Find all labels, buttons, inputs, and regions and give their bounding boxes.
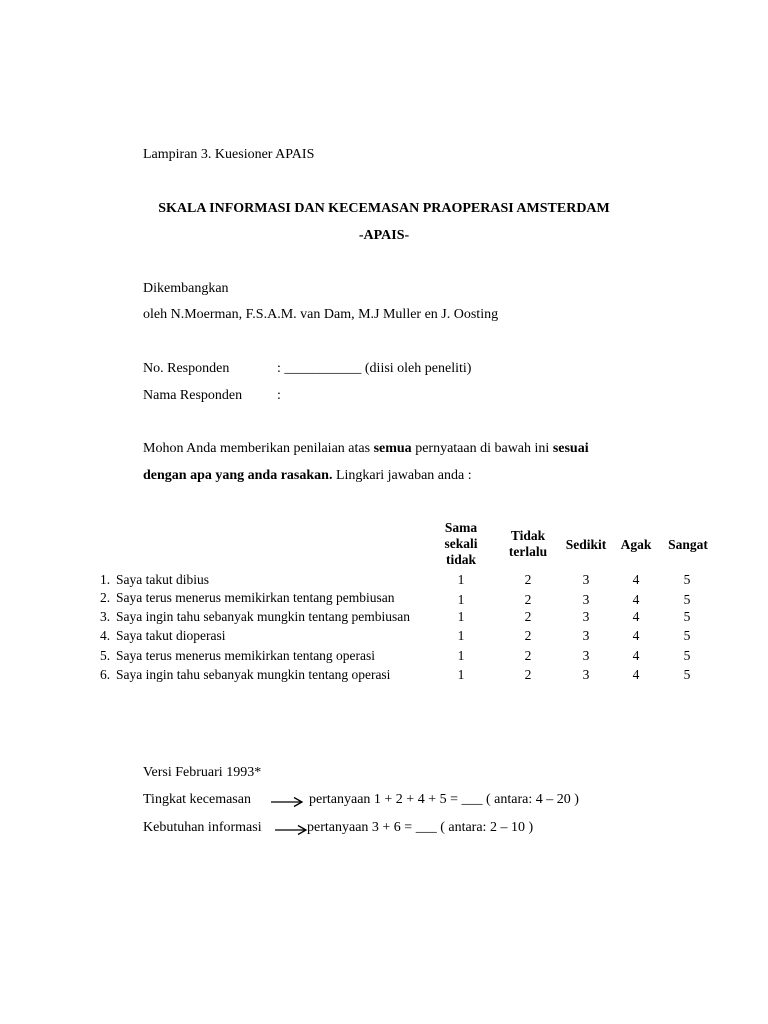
- score-option[interactable]: 4: [632, 667, 640, 682]
- header-line: Sama: [444, 520, 478, 535]
- item-statement: Saya terus menerus memikirkan tentang pembiusan: [116, 590, 395, 605]
- arrow-right-icon: [274, 824, 308, 836]
- score-option[interactable]: 3: [582, 628, 590, 643]
- score-option[interactable]: 1: [457, 572, 465, 587]
- instruction-emphasis: semua: [373, 441, 412, 456]
- document-subtitle: -APAIS-: [358, 228, 410, 243]
- header-tidak-terlalu: [500, 528, 556, 560]
- score-option[interactable]: 2: [524, 667, 532, 682]
- header-line: tidak: [445, 552, 476, 567]
- score-option[interactable]: 4: [632, 628, 640, 643]
- score-option[interactable]: 3: [582, 648, 590, 663]
- score-option[interactable]: 5: [683, 572, 691, 587]
- item-number: 5.: [100, 648, 111, 663]
- document-title: SKALA INFORMASI DAN KECEMASAN PRAOPERASI AMSTERDAM: [158, 201, 610, 216]
- score-option[interactable]: 3: [582, 609, 590, 624]
- score-option[interactable]: 2: [524, 609, 532, 624]
- information-label: Kebutuhan informasi: [143, 820, 262, 835]
- score-option[interactable]: 1: [457, 648, 465, 663]
- instruction-emphasis: sesuai: [552, 441, 589, 456]
- score-option[interactable]: 1: [457, 667, 465, 682]
- item-number: 2.: [100, 590, 111, 605]
- header-line: Tidak: [510, 528, 546, 543]
- respondent-name-field: :: [277, 388, 281, 403]
- score-option[interactable]: 1: [457, 592, 465, 607]
- score-option[interactable]: 2: [524, 592, 532, 607]
- instruction-text: Mohon Anda memberikan penilaian atas: [143, 441, 374, 456]
- score-option[interactable]: 3: [582, 592, 590, 607]
- item-statement: Saya ingin tahu sebanyak mungkin tentang pembiusan: [116, 609, 410, 624]
- information-formula: pertanyaan 3 + 6 = ___ ( antara: 2 – 10 ): [307, 820, 534, 835]
- item-statement: Saya ingin tahu sebanyak mungkin tentang operasi: [116, 667, 391, 682]
- header-agak: Agak: [620, 537, 652, 552]
- header-line: terlalu: [508, 544, 548, 559]
- anxiety-formula: pertanyaan 1 + 2 + 4 + 5 = ___ ( antara: 4 – 20 ): [309, 792, 579, 807]
- version-label: Versi Februari 1993*: [143, 765, 262, 780]
- item-number: 3.: [100, 609, 111, 624]
- item-number: 1.: [100, 572, 111, 587]
- instruction-emphasis: dengan apa yang anda rasakan.: [143, 468, 333, 483]
- instruction-line-1: [143, 441, 589, 457]
- instruction-text: Lingkari jawaban anda :: [332, 468, 472, 483]
- attachment-label: Lampiran 3. Kuesioner APAIS: [143, 147, 315, 162]
- list-item: [0, 648, 768, 668]
- header-sama-sekali-tidak: [436, 520, 486, 568]
- instruction-text: pernyataan di bawah ini: [411, 441, 553, 456]
- instruction-line-2: [143, 468, 472, 484]
- respondent-number-field: : ___________ (diisi oleh peneliti): [277, 361, 472, 376]
- score-option[interactable]: 3: [582, 667, 590, 682]
- score-option[interactable]: 5: [683, 609, 691, 624]
- list-item: [0, 609, 768, 629]
- respondent-number-label: No. Responden: [143, 361, 230, 376]
- score-option[interactable]: 5: [683, 628, 691, 643]
- score-option[interactable]: 2: [524, 628, 532, 643]
- list-item: [0, 667, 768, 687]
- score-option[interactable]: 4: [632, 572, 640, 587]
- arrow-right-icon: [270, 796, 304, 808]
- score-option[interactable]: 2: [524, 648, 532, 663]
- item-statement: Saya terus menerus memikirkan tentang operasi: [116, 648, 376, 663]
- list-item: [0, 590, 768, 610]
- list-item: [0, 628, 768, 648]
- score-option[interactable]: 4: [632, 592, 640, 607]
- score-option[interactable]: 5: [683, 592, 691, 607]
- item-statement: Saya takut dioperasi: [116, 628, 226, 643]
- score-option[interactable]: 5: [683, 667, 691, 682]
- respondent-name-label: Nama Responden: [143, 388, 243, 403]
- score-option[interactable]: 4: [632, 648, 640, 663]
- item-number: 4.: [100, 628, 111, 643]
- anxiety-label: Tingkat kecemasan: [143, 792, 251, 807]
- score-option[interactable]: 1: [457, 609, 465, 624]
- score-option[interactable]: 2: [524, 572, 532, 587]
- developed-label: Dikembangkan: [143, 281, 229, 296]
- item-statement: Saya takut dibius: [116, 572, 209, 587]
- item-number: 6.: [100, 667, 111, 682]
- list-item: [0, 572, 768, 592]
- score-option[interactable]: 3: [582, 572, 590, 587]
- score-option[interactable]: 4: [632, 609, 640, 624]
- header-sedikit: Sedikit: [565, 537, 607, 552]
- score-option[interactable]: 1: [457, 628, 465, 643]
- score-option[interactable]: 5: [683, 648, 691, 663]
- authors-line: oleh N.Moerman, F.S.A.M. van Dam, M.J Muller en J. Oosting: [143, 307, 499, 322]
- header-line: sekali: [444, 536, 478, 551]
- header-sangat: Sangat: [668, 537, 708, 552]
